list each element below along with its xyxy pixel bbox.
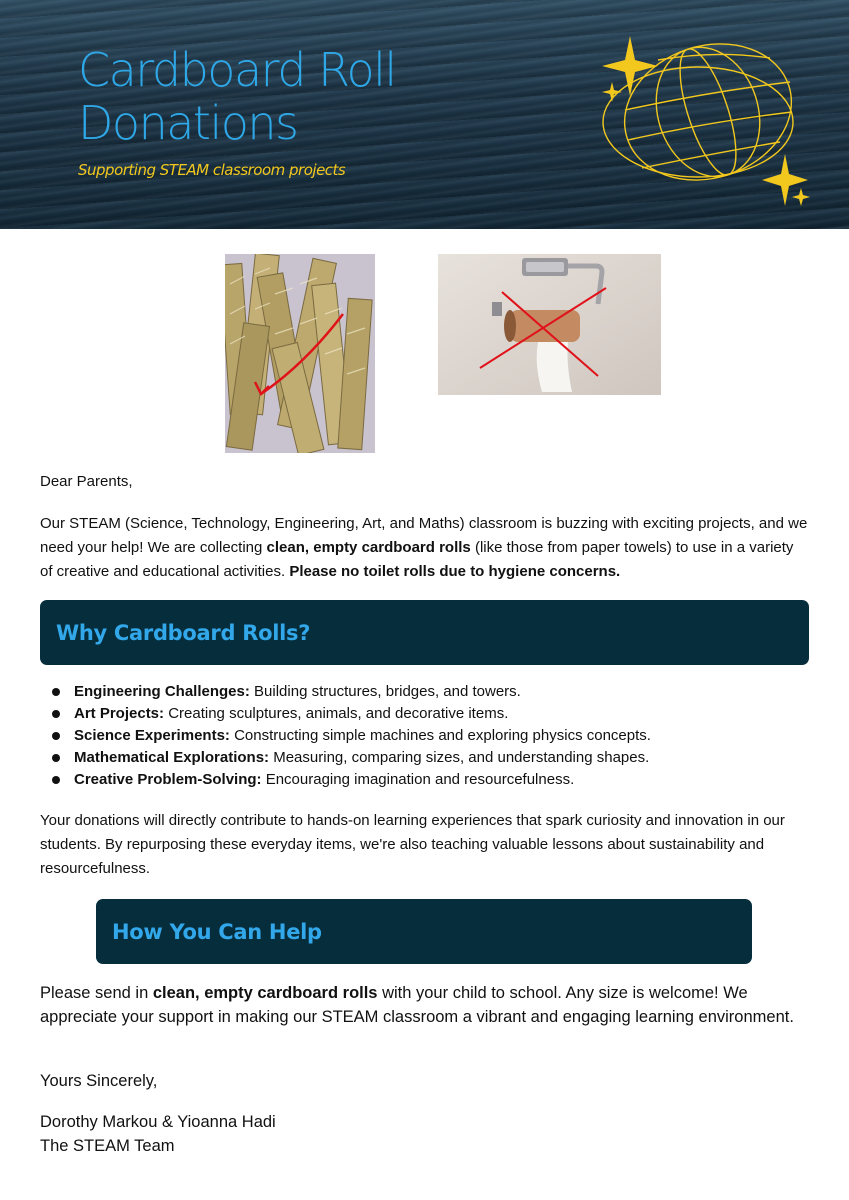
team-name: The STEAM Team [40,1137,175,1155]
help-paragraph [40,981,800,1029]
globe-sparkle-icon [580,30,820,215]
intro-highlight: clean, empty cardboard rolls [266,539,471,556]
intro-paragraph [40,512,810,584]
reason-text: Constructing simple machines and exploring physics concepts. [229,727,651,744]
reason-text: Creating sculptures, animals, and decorative items. [164,705,509,722]
toilet-roll-crossed-photo [438,254,661,395]
intro-text: Our STEAM (Science, Technology, Engineering, Art, and Maths) classroom is buzzing with exciting projects, and we need your help! We are collecting [40,515,808,556]
page-subtitle: Supporting STEAM classroom projects [78,161,346,179]
hygiene-warning: Please no toilet rolls due to hygiene concerns. [289,563,621,580]
header-banner [0,0,849,229]
list-item [52,725,812,747]
why-heading-box [40,600,809,665]
why-heading: Why Cardboard Rolls? [56,620,311,645]
intro-text-continued: (like those from paper towels) to use in a variety of creative and educational activities. [40,539,794,580]
closing: Yours Sincerely, [40,1072,158,1090]
reason-label: Science Experiments: [74,727,230,744]
bullet-icon [52,776,60,784]
outro-paragraph: Your donations will directly contribute to hands-on learning experiences that spark curiosity and innovation in our students. By repurposing these everyday items, we're also teaching valuable lessons about sustainability and resourcefulness. [40,812,785,877]
greeting: Dear Parents, [40,473,133,490]
reason-text: Measuring, comparing sizes, and understanding shapes. [269,749,650,766]
help-text-continued: with your child to school. Any size is welcome! We appreciate your support in making our STEAM classroom a vibrant and engaging learning environment. [40,984,794,1026]
help-text: Please send in [40,984,153,1002]
list-item [52,703,812,725]
help-heading: How You Can Help [112,919,322,944]
list-item [52,747,812,769]
list-item [52,681,812,703]
reasons-list [52,681,812,791]
bullet-icon [52,754,60,762]
bullet-icon [52,710,60,718]
help-highlight: clean, empty cardboard rolls [152,984,378,1002]
reason-label: Art Projects: [74,705,165,722]
reason-text: Building structures, bridges, and towers. [249,683,521,700]
reason-label: Creative Problem-Solving: [74,771,262,788]
page-title: Cardboard Roll Donations [78,43,396,150]
reason-label: Engineering Challenges: [74,683,250,700]
list-item [52,769,812,791]
help-heading-box [96,899,752,964]
cardboard-rolls-photo [225,254,375,453]
signature-names: Dorothy Markou & Yioanna Hadi [40,1113,276,1131]
reason-text: Encouraging imagination and resourcefulness. [261,771,575,788]
bullet-icon [52,732,60,740]
bullet-icon [52,688,60,696]
reason-label: Mathematical Explorations: [74,749,270,766]
